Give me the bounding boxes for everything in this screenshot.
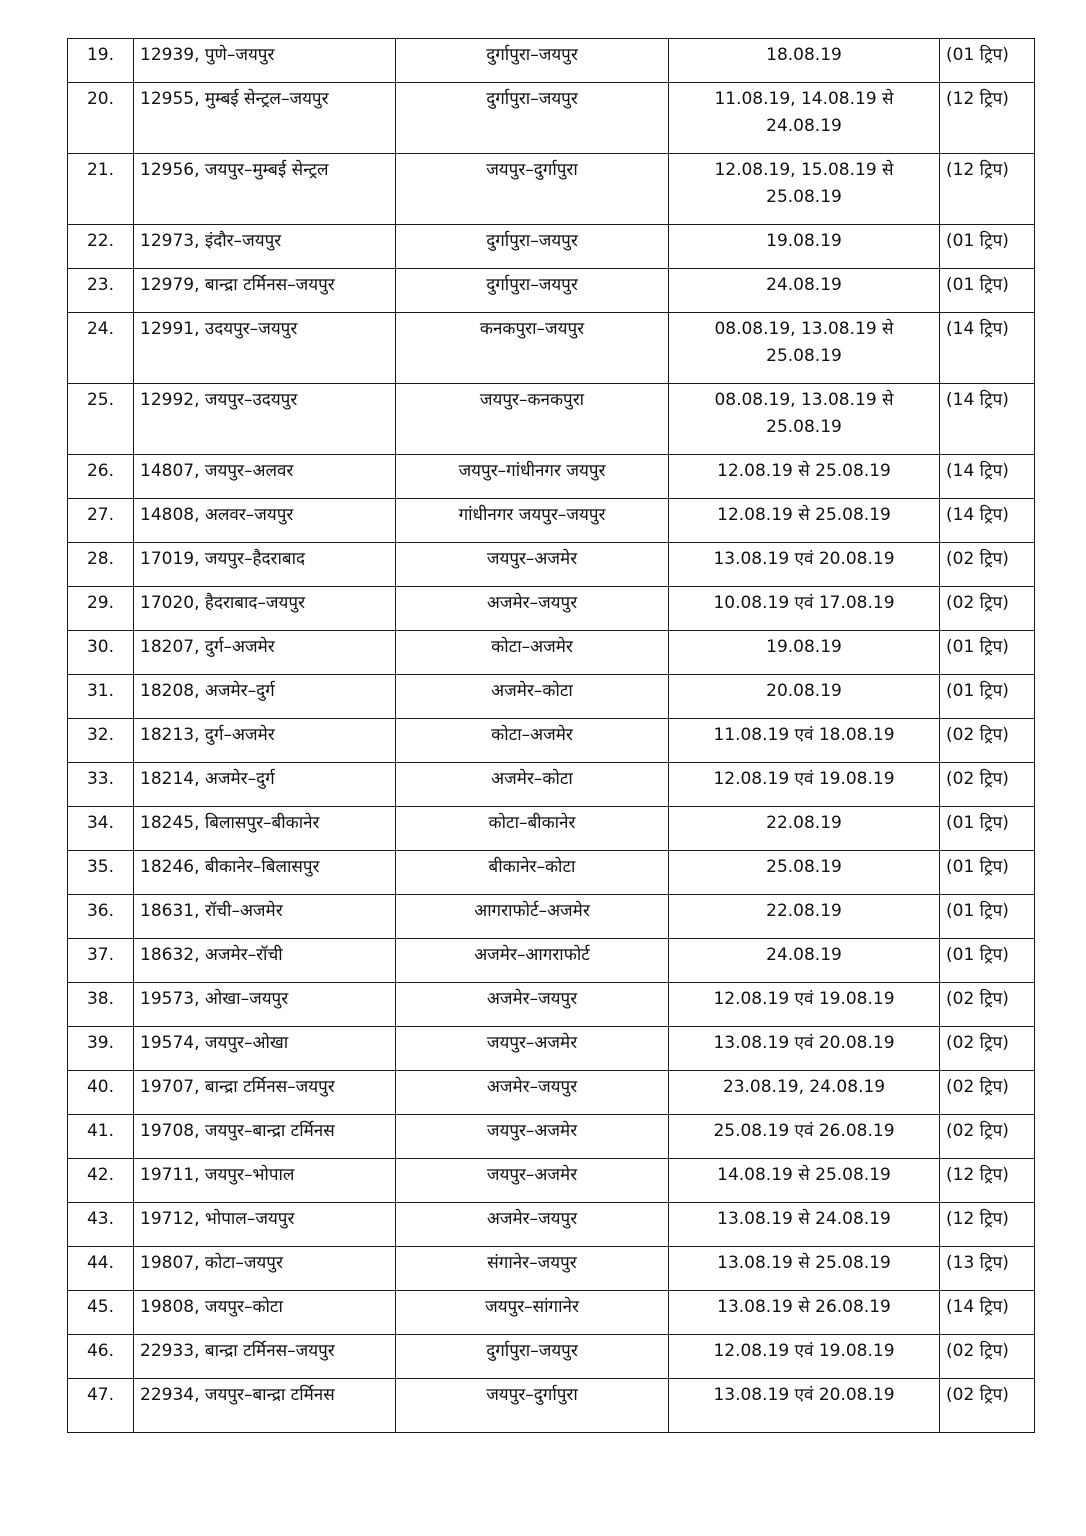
dates-cell: 12.08.19, 15.08.19 से 25.08.19 — [669, 154, 940, 225]
train-number-name-cell: 18246, बीकानेर–बिलासपुर — [134, 851, 396, 895]
table-row — [68, 587, 1035, 631]
dates-cell: 12.08.19 से 25.08.19 — [669, 499, 940, 543]
train-number-name-cell: 19711, जयपुर–भोपाल — [134, 1159, 396, 1203]
dates-cell: 25.08.19 — [669, 851, 940, 895]
table-row — [68, 83, 1035, 154]
train-number-name-cell: 17020, हैदराबाद–जयपुर — [134, 587, 396, 631]
dates-cell: 13.08.19 एवं 20.08.19 — [669, 543, 940, 587]
dates-cell: 12.08.19 एवं 19.08.19 — [669, 763, 940, 807]
section-cell: बीकानेर–कोटा — [396, 851, 669, 895]
serial-number-cell: 47. — [68, 1379, 134, 1433]
trips-count-cell: (02 ट्रिप) — [940, 719, 1035, 763]
trips-count-cell: (02 ट्रिप) — [940, 763, 1035, 807]
train-number-name-cell: 19807, कोटा–जयपुर — [134, 1247, 396, 1291]
serial-number-cell: 44. — [68, 1247, 134, 1291]
trips-count-cell: (14 ट्रिप) — [940, 1291, 1035, 1335]
table-row — [68, 455, 1035, 499]
train-number-name-cell: 19574, जयपुर–ओखा — [134, 1027, 396, 1071]
serial-number-cell: 35. — [68, 851, 134, 895]
section-cell: अजमेर–कोटा — [396, 763, 669, 807]
table-row — [68, 154, 1035, 225]
dates-cell: 22.08.19 — [669, 807, 940, 851]
table-row — [68, 895, 1035, 939]
section-cell: अजमेर–जयपुर — [396, 587, 669, 631]
serial-number-cell: 23. — [68, 269, 134, 313]
serial-number-cell: 20. — [68, 83, 134, 154]
section-cell: आगराफोर्ट–अजमेर — [396, 895, 669, 939]
section-cell: अजमेर–जयपुर — [396, 1203, 669, 1247]
dates-cell: 18.08.19 — [669, 39, 940, 83]
dates-cell: 08.08.19, 13.08.19 से 25.08.19 — [669, 313, 940, 384]
table-row — [68, 384, 1035, 455]
train-number-name-cell: 18214, अजमेर–दुर्ग — [134, 763, 396, 807]
serial-number-cell: 45. — [68, 1291, 134, 1335]
trips-count-cell: (14 ट्रिप) — [940, 499, 1035, 543]
table-row — [68, 1335, 1035, 1379]
trips-count-cell: (01 ट्रिप) — [940, 225, 1035, 269]
section-cell: दुर्गापुरा–जयपुर — [396, 83, 669, 154]
section-cell: कनकपुरा–जयपुर — [396, 313, 669, 384]
dates-cell: 13.08.19 से 24.08.19 — [669, 1203, 940, 1247]
train-number-name-cell: 18208, अजमेर–दुर्ग — [134, 675, 396, 719]
section-cell: कोटा–अजमेर — [396, 631, 669, 675]
section-cell: अजमेर–जयपुर — [396, 983, 669, 1027]
section-cell: दुर्गापुरा–जयपुर — [396, 1335, 669, 1379]
serial-number-cell: 21. — [68, 154, 134, 225]
serial-number-cell: 37. — [68, 939, 134, 983]
train-number-name-cell: 14808, अलवर–जयपुर — [134, 499, 396, 543]
table-row — [68, 543, 1035, 587]
train-number-name-cell: 12956, जयपुर–मुम्बई सेन्ट्रल — [134, 154, 396, 225]
dates-cell: 24.08.19 — [669, 269, 940, 313]
serial-number-cell: 42. — [68, 1159, 134, 1203]
table-row — [68, 1159, 1035, 1203]
dates-cell: 20.08.19 — [669, 675, 940, 719]
trips-count-cell: (02 ट्रिप) — [940, 1335, 1035, 1379]
train-number-name-cell: 22934, जयपुर–बान्द्रा टर्मिनस — [134, 1379, 396, 1433]
train-number-name-cell: 12991, उदयपुर–जयपुर — [134, 313, 396, 384]
serial-number-cell: 38. — [68, 983, 134, 1027]
table-row — [68, 675, 1035, 719]
table-row — [68, 719, 1035, 763]
trips-count-cell: (01 ट्रिप) — [940, 939, 1035, 983]
table-row — [68, 1379, 1035, 1433]
serial-number-cell: 29. — [68, 587, 134, 631]
trips-count-cell: (12 ट्रिप) — [940, 1159, 1035, 1203]
serial-number-cell: 27. — [68, 499, 134, 543]
table-row — [68, 225, 1035, 269]
section-cell: जयपुर–दुर्गापुरा — [396, 1379, 669, 1433]
trips-count-cell: (14 ट्रिप) — [940, 313, 1035, 384]
trips-count-cell: (02 ट्रिप) — [940, 543, 1035, 587]
serial-number-cell: 32. — [68, 719, 134, 763]
trips-count-cell: (02 ट्रिप) — [940, 587, 1035, 631]
serial-number-cell: 39. — [68, 1027, 134, 1071]
section-cell: कोटा–अजमेर — [396, 719, 669, 763]
trips-count-cell: (12 ट्रिप) — [940, 83, 1035, 154]
trips-count-cell: (01 ट्रिप) — [940, 675, 1035, 719]
serial-number-cell: 33. — [68, 763, 134, 807]
trips-count-cell: (02 ट्रिप) — [940, 1379, 1035, 1433]
serial-number-cell: 31. — [68, 675, 134, 719]
section-cell: अजमेर–आगराफोर्ट — [396, 939, 669, 983]
train-number-name-cell: 12955, मुम्बई सेन्ट्रल–जयपुर — [134, 83, 396, 154]
section-cell: कोटा–बीकानेर — [396, 807, 669, 851]
table-row — [68, 269, 1035, 313]
section-cell: संगानेर–जयपुर — [396, 1247, 669, 1291]
dates-cell: 24.08.19 — [669, 939, 940, 983]
section-cell: जयपुर–गांधीनगर जयपुर — [396, 455, 669, 499]
table-row — [68, 851, 1035, 895]
serial-number-cell: 26. — [68, 455, 134, 499]
section-cell: दुर्गापुरा–जयपुर — [396, 269, 669, 313]
trips-count-cell: (01 ट्रिप) — [940, 269, 1035, 313]
serial-number-cell: 30. — [68, 631, 134, 675]
train-number-name-cell: 19708, जयपुर–बान्द्रा टर्मिनस — [134, 1115, 396, 1159]
section-cell: अजमेर–कोटा — [396, 675, 669, 719]
serial-number-cell: 46. — [68, 1335, 134, 1379]
train-number-name-cell: 19808, जयपुर–कोटा — [134, 1291, 396, 1335]
section-cell: जयपुर–अजमेर — [396, 1115, 669, 1159]
table-row — [68, 807, 1035, 851]
section-cell: जयपुर–कनकपुरा — [396, 384, 669, 455]
section-cell: गांधीनगर जयपुर–जयपुर — [396, 499, 669, 543]
serial-number-cell: 41. — [68, 1115, 134, 1159]
dates-cell: 23.08.19, 24.08.19 — [669, 1071, 940, 1115]
dates-cell: 13.08.19 से 25.08.19 — [669, 1247, 940, 1291]
dates-cell: 19.08.19 — [669, 225, 940, 269]
table-row — [68, 499, 1035, 543]
table-row — [68, 1291, 1035, 1335]
section-cell: जयपुर–अजमेर — [396, 543, 669, 587]
section-cell: जयपुर–अजमेर — [396, 1159, 669, 1203]
section-cell: दुर्गापुरा–जयपुर — [396, 39, 669, 83]
table-row — [68, 1247, 1035, 1291]
train-number-name-cell: 18245, बिलासपुर–बीकानेर — [134, 807, 396, 851]
section-cell: अजमेर–जयपुर — [396, 1071, 669, 1115]
dates-cell: 13.08.19 से 26.08.19 — [669, 1291, 940, 1335]
dates-cell: 10.08.19 एवं 17.08.19 — [669, 587, 940, 631]
train-number-name-cell: 17019, जयपुर–हैदराबाद — [134, 543, 396, 587]
dates-cell: 13.08.19 एवं 20.08.19 — [669, 1027, 940, 1071]
table-row — [68, 939, 1035, 983]
serial-number-cell: 34. — [68, 807, 134, 851]
trips-count-cell: (01 ट्रिप) — [940, 851, 1035, 895]
train-number-name-cell: 12973, इंदौर–जयपुर — [134, 225, 396, 269]
trips-count-cell: (12 ट्रिप) — [940, 1203, 1035, 1247]
serial-number-cell: 25. — [68, 384, 134, 455]
dates-cell: 22.08.19 — [669, 895, 940, 939]
dates-cell: 14.08.19 से 25.08.19 — [669, 1159, 940, 1203]
train-number-name-cell: 18207, दुर्ग–अजमेर — [134, 631, 396, 675]
trips-count-cell: (14 ट्रिप) — [940, 455, 1035, 499]
dates-cell: 11.08.19 एवं 18.08.19 — [669, 719, 940, 763]
train-number-name-cell: 14807, जयपुर–अलवर — [134, 455, 396, 499]
section-cell: जयपुर–दुर्गापुरा — [396, 154, 669, 225]
serial-number-cell: 19. — [68, 39, 134, 83]
section-cell: दुर्गापुरा–जयपुर — [396, 225, 669, 269]
trips-count-cell: (02 ट्रिप) — [940, 1071, 1035, 1115]
dates-cell: 25.08.19 एवं 26.08.19 — [669, 1115, 940, 1159]
train-number-name-cell: 12939, पुणे–जयपुर — [134, 39, 396, 83]
dates-cell: 12.08.19 एवं 19.08.19 — [669, 1335, 940, 1379]
trips-count-cell: (01 ट्रिप) — [940, 39, 1035, 83]
train-number-name-cell: 12992, जयपुर–उदयपुर — [134, 384, 396, 455]
dates-cell: 12.08.19 एवं 19.08.19 — [669, 983, 940, 1027]
train-number-name-cell: 18632, अजमेर–रॉची — [134, 939, 396, 983]
table-row — [68, 983, 1035, 1027]
trips-count-cell: (01 ट्रिप) — [940, 807, 1035, 851]
train-schedule-body — [68, 39, 1035, 1433]
trips-count-cell: (02 ट्रिप) — [940, 1115, 1035, 1159]
train-number-name-cell: 22933, बान्द्रा टर्मिनस–जयपुर — [134, 1335, 396, 1379]
serial-number-cell: 24. — [68, 313, 134, 384]
trips-count-cell: (02 ट्रिप) — [940, 983, 1035, 1027]
dates-cell: 08.08.19, 13.08.19 से 25.08.19 — [669, 384, 940, 455]
table-row — [68, 763, 1035, 807]
table-row — [68, 1203, 1035, 1247]
section-cell: जयपुर–सांगानेर — [396, 1291, 669, 1335]
trips-count-cell: (01 ट्रिप) — [940, 631, 1035, 675]
table-row — [68, 1115, 1035, 1159]
serial-number-cell: 28. — [68, 543, 134, 587]
table-row — [68, 631, 1035, 675]
serial-number-cell: 43. — [68, 1203, 134, 1247]
dates-cell: 13.08.19 एवं 20.08.19 — [669, 1379, 940, 1433]
trips-count-cell: (12 ट्रिप) — [940, 154, 1035, 225]
dates-cell: 12.08.19 से 25.08.19 — [669, 455, 940, 499]
trips-count-cell: (01 ट्रिप) — [940, 895, 1035, 939]
trips-count-cell: (13 ट्रिप) — [940, 1247, 1035, 1291]
train-number-name-cell: 18213, दुर्ग–अजमेर — [134, 719, 396, 763]
dates-cell: 19.08.19 — [669, 631, 940, 675]
serial-number-cell: 40. — [68, 1071, 134, 1115]
trips-count-cell: (14 ट्रिप) — [940, 384, 1035, 455]
train-number-name-cell: 19573, ओखा–जयपुर — [134, 983, 396, 1027]
train-schedule-table — [67, 38, 1035, 1433]
train-number-name-cell: 18631, रॉची–अजमेर — [134, 895, 396, 939]
serial-number-cell: 36. — [68, 895, 134, 939]
table-row — [68, 313, 1035, 384]
table-row — [68, 39, 1035, 83]
train-number-name-cell: 12979, बान्द्रा टर्मिनस–जयपुर — [134, 269, 396, 313]
section-cell: जयपुर–अजमेर — [396, 1027, 669, 1071]
table-row — [68, 1027, 1035, 1071]
table-row — [68, 1071, 1035, 1115]
train-number-name-cell: 19707, बान्द्रा टर्मिनस–जयपुर — [134, 1071, 396, 1115]
dates-cell: 11.08.19, 14.08.19 से 24.08.19 — [669, 83, 940, 154]
train-number-name-cell: 19712, भोपाल–जयपुर — [134, 1203, 396, 1247]
trips-count-cell: (02 ट्रिप) — [940, 1027, 1035, 1071]
serial-number-cell: 22. — [68, 225, 134, 269]
